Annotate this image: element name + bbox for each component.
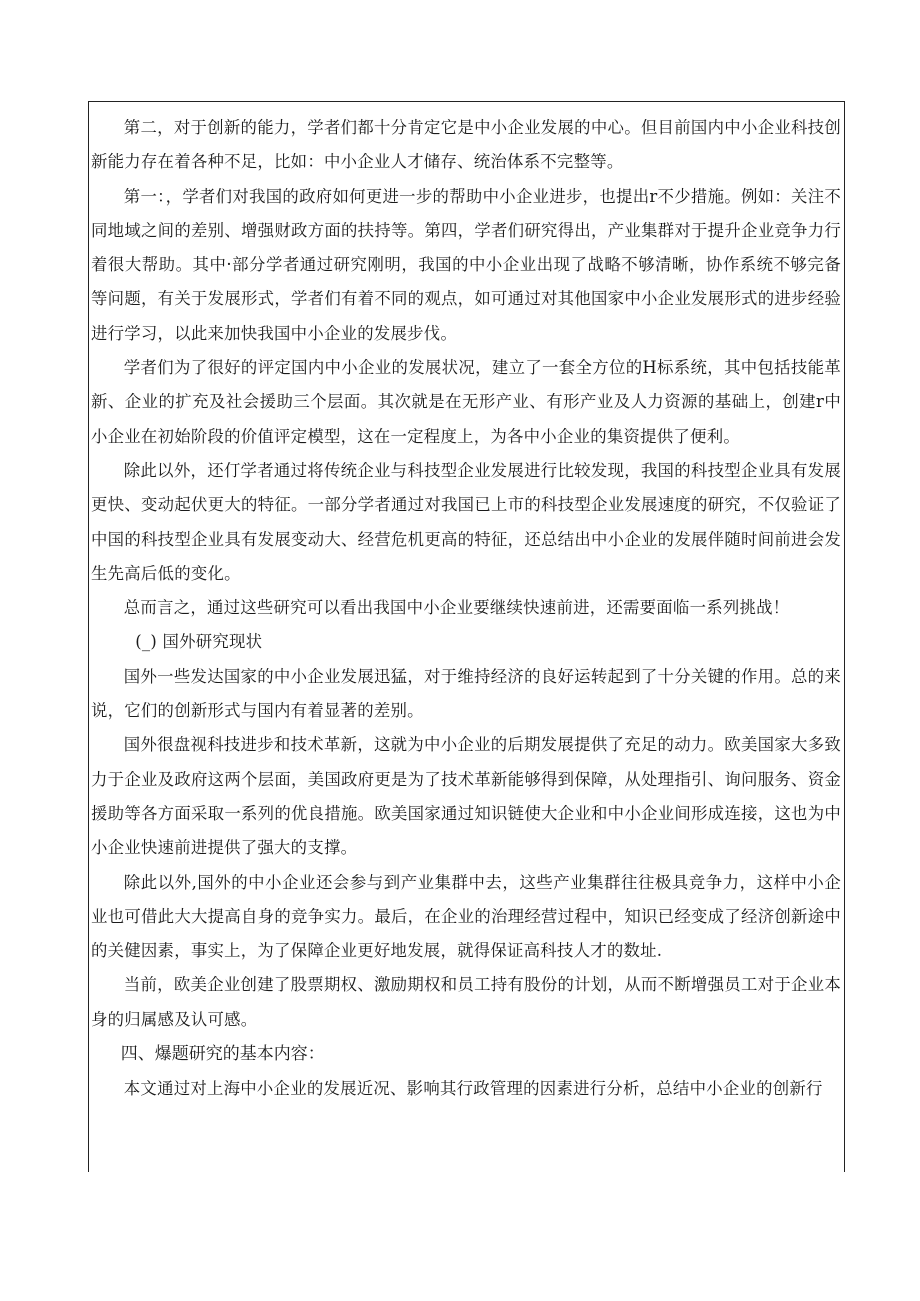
paragraph-innovation: 第二，对于创新的能力，学者们都十分肯定它是中小企业发展的中心。但目前国内中小企业科技创新能力存在着各种不足，比如：中小企业人才储存、统治体系不完整等。 <box>91 118 841 172</box>
paragraph-foreign-incentives: 当前，欧美企业创建了股票期权、激励期权和员工持有股份的计划，从而不断增强员工对于企业本身的归属感及认可感。 <box>91 975 841 1029</box>
paragraph-tech-enterprise: 除此以外，还仃学者通过将传统企业与科技型企业发展进行比较发现，我国的科技型企业具有发展更快、变动起伏更大的特征。一部分学者通过对我国已上市的科技型企业发展速度的研究，不仅验证了中国的科技型企业具有发展变动大、经营危机更高的特征，还总结出中小企业的发展伴随时间前进会发生先高后低的变化。 <box>91 460 841 583</box>
paragraph-government-support: 第一：，学者们对我国的政府如何更进一步的帮助中小企业进步，也提出r不少措施。例如：关注不同地域之间的差别、增强财政方面的扶持等。第四，学者们研究得出，产业集群对于提升企业竞争力行着很大帮助。其中·部分学者通过研究刚明，我国的中小企业出现了战略不够清晰，协作系统不够完备等问题，有关于发展形式，学者们有着不同的观点，如可通过对其他国家中小企业发展形式的进步经验进行学习，以此来加快我国中小企业的发展步伐。 <box>91 186 841 343</box>
paragraph-foreign-clusters: 除此以外,国外的中小企业还会参与到产业集群中去，这些产业集群往往极具竞争力，这样中小企业也可借此大大提高自身的竞争实力。最后，在企业的治理经营过程中，知识已经变成了经济创新途中的关健因素，事实上，为了保障企业更好地发展，就得保证高科技人才的数址. <box>91 872 841 961</box>
paragraph-foreign-overview: 国外一些发达国家的中小企业发展迅猛，对于维持经济的良好运转起到了十分关键的作用。总的来说，它们的创新形式与国内有着显著的差别。 <box>91 666 841 721</box>
paragraph-summary: 总而言之，通过这些研究可以看出我国中小企业要继续快速前进，还需要面临一系列挑战！ <box>123 598 790 618</box>
paragraph-research-content: 本文通过对上海中小企业的发展近况、影响其行政管理的因素进行分析，总结中小企业的创新行 <box>123 1079 823 1099</box>
subheading-foreign-research: (_) 国外研究现状 <box>135 632 263 652</box>
paragraph-foreign-tech: 国外很盘视科技进步和技术革新，这就为中小企业的后期发展提供了充足的动力。欧美国家大多致力于企业及政府这两个层面，美国政府更是为了技术革新能够得到保障，从处理指引、询问服务、资金援助等各方面采取一系列的优良措施。欧美国家通过知识链使大企业和中小企业间形成连接，这也为中小企业快速前进提供了强大的支撑。 <box>91 735 841 858</box>
document-frame <box>88 101 845 1172</box>
section-heading-research-content: 四、爆题研究的基本内容： <box>120 1044 325 1065</box>
document-body <box>91 111 841 1106</box>
paragraph-evaluation-system: 学者们为了很好的评定国内中小企业的发展状况，建立了一套全方位的H标系统，其中包括技能革新、企业的扩充及社会援助三个层面。其次就是在无形产业、有形产业及人力资源的基础上，创建r中小企业在初始阶段的价值评定模型，这在一定程度上，为各中小企业的集资提供了便利。 <box>91 358 841 446</box>
